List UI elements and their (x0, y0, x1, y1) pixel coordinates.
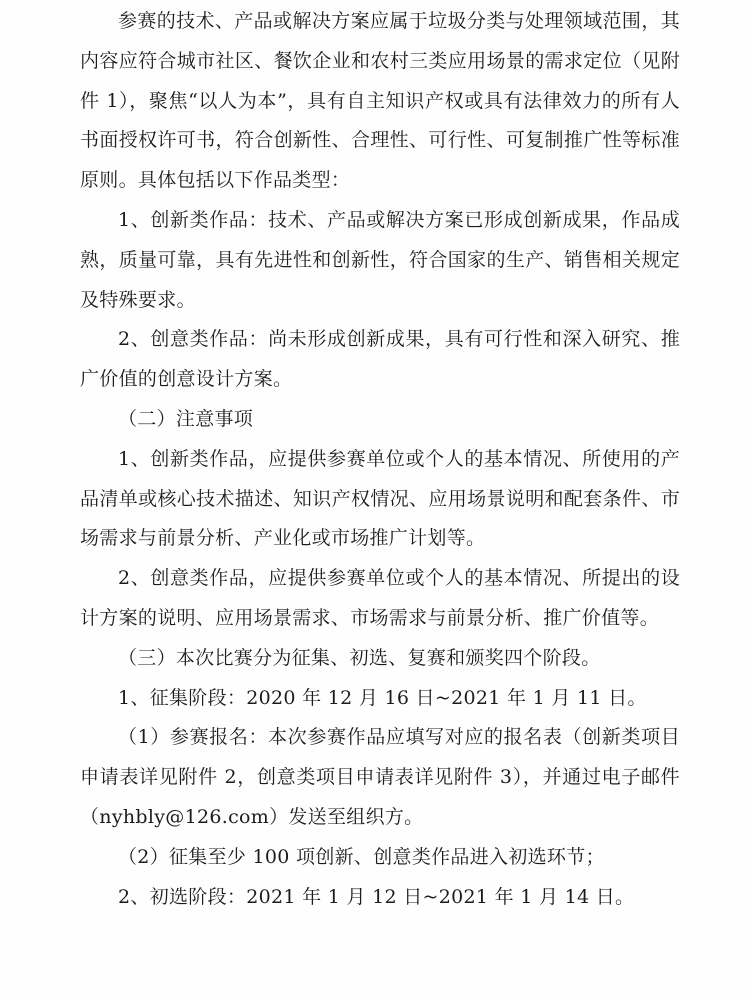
paragraph-scope: 参赛的技术、产品或解决方案应属于垃圾分类与处理领域范围，其内容应符合城市社区、餐饮企业和农村三类应用场景的需求定位（见附件 1），聚焦“以人为本”，具有自主知识产权或具有法律效力的所有人书面授权许可书，符合创新性、合理性、可行性、可复制推广性等标准原则。具体包括以下作品类型： (80, 10, 680, 192)
paragraph-innovation-requirements: 1、创新类作品，应提供参赛单位或个人的基本情况、所使用的产品清单或核心技术描述、知识产权情况、应用场景说明和配套条件、市场需求与前景分析、产业化或市场推广计划等。 (80, 447, 680, 550)
paragraph-collection-quota: （2）征集至少 100 项创新、创意类作品进入初选环节； (118, 845, 605, 868)
paragraph-creative-requirements: 2、创意类作品，应提供参赛单位或个人的基本情况、所提出的设计方案的说明、应用场景需求、市场需求与前景分析、推广价值等。 (80, 567, 680, 629)
paragraph-collection-stage: 1、征集阶段：2020 年 12 月 16 日~2021 年 1 月 11 日。 (118, 686, 647, 709)
section-heading-stages: （三）本次比赛分为征集、初选、复赛和颁奖四个阶段。 (118, 646, 601, 669)
paragraph-preliminary-stage: 2、初选阶段：2021 年 1 月 12 日~2021 年 1 月 14 日。 (118, 885, 635, 908)
paragraph-innovation-works: 1、创新类作品：技术、产品或解决方案已形成创新成果，作品成熟，质量可靠，具有先进性和创新性，符合国家的生产、销售相关规定及特殊要求。 (80, 208, 680, 311)
document-body (80, 2, 680, 917)
paragraph-registration: （1）参赛报名：本次参赛作品应填写对应的报名表（创新类项目申请表详见附件 2，创意类项目申请表详见附件 3），并通过电子邮件（nyhbly@126.com）发送至组织方。 (80, 726, 680, 828)
paragraph-creative-works: 2、创意类作品：尚未形成创新成果，具有可行性和深入研究、推广价值的创意设计方案。 (80, 328, 680, 391)
section-heading-notes: （二）注意事项 (118, 407, 254, 430)
